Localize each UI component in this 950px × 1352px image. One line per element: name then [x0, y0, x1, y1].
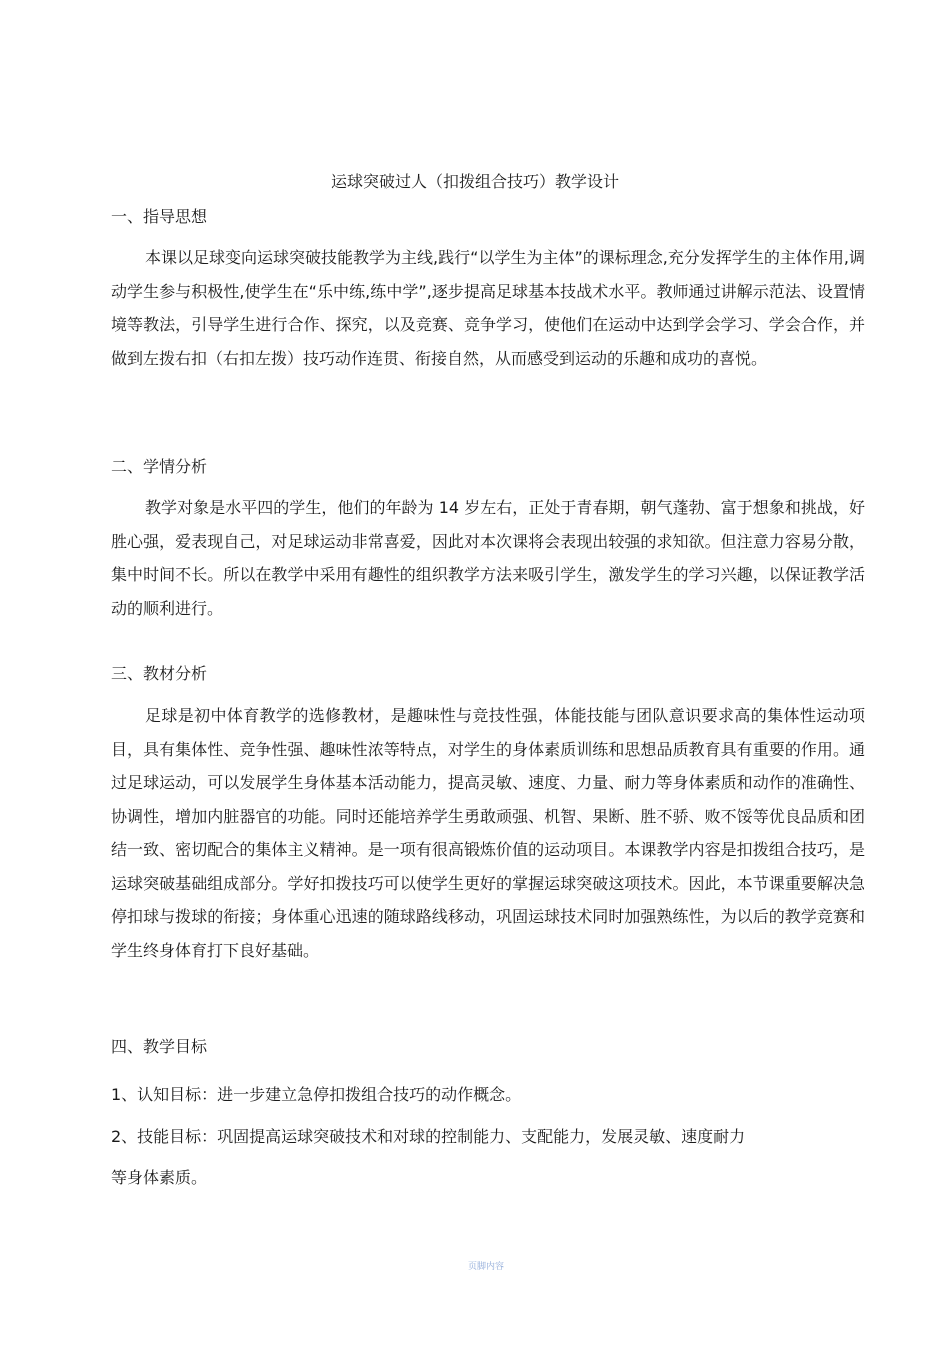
- section-body-guiding-ideology: 本课以足球变向运球突破技能教学为主线,践行“以学生为主体”的课标理念,充分发挥学生的主体作用,调动学生参与积极性,使学生在“乐中练,练中学”,逐步提高足球基本技战术水平。教师通过讲解示范法、设置情境等教法，引导学生进行合作、探究，以及竞赛、竞争学习，使他们在运动中达到学会学习、学会合作，并做到左拨右扣（右扣左拨）技巧动作连贯、衔接自然，从而感受到运动的乐趣和成功的喜悦。: [111, 248, 865, 368]
- document-title: 运球突破过人（扣拨组合技巧）教学设计: [330, 172, 619, 191]
- objective-item-skill-continued: 等身体素质。: [111, 1168, 208, 1187]
- objective-item-skill: 2、技能目标：巩固提高运球突破技术和对球的控制能力、支配能力，发展灵敏、速度耐力: [111, 1127, 746, 1146]
- section-heading-material-analysis: 三、教材分析: [111, 664, 208, 683]
- section-heading-guiding-ideology: 一、指导思想: [111, 207, 208, 226]
- section-body-student-analysis: 教学对象是水平四的学生，他们的年龄为 14 岁左右，正处于青春期，朝气蓬勃、富于想象和挑战，好胜心强，爱表现自己，对足球运动非常喜爱，因此对本次课将会表现出较强的求知欲。但注意力容易分散，集中时间不长。所以在教学中采用有趣性的组织教学方法来吸引学生，激发学生的学习兴趣，以保证教学活动的顺利进行。: [111, 498, 865, 618]
- page-footer: 页脚内容: [468, 1262, 505, 1272]
- section-heading-teaching-objectives: 四、教学目标: [111, 1037, 208, 1056]
- objective-item-cognitive: 1、认知目标：进一步建立急停扣拨组合技巧的动作概念。: [111, 1085, 522, 1104]
- section-heading-student-analysis: 二、学情分析: [111, 457, 208, 476]
- section-body-material-analysis: 足球是初中体育教学的选修教材，是趣味性与竞技性强，体能技能与团队意识要求高的集体性运动项目，具有集体性、竞争性强、趣味性浓等特点，对学生的身体素质训练和思想品质教育具有重要的作用。通过足球运动，可以发展学生身体基本活动能力，提高灵敏、速度、力量、耐力等身体素质和动作的准确性、协调性，增加内脏器官的功能。同时还能培养学生勇敢顽强、机智、果断、胜不骄、败不馁等优良品质和团结一致、密切配合的集体主义精神。是一项有很高锻炼价值的运动项目。本课教学内容是扣拨组合技巧，是运球突破基础组成部分。学好扣拨技巧可以使学生更好的掌握运球突破这项技术。因此，本节课重要解决急停扣球与拨球的衔接；身体重心迅速的随球路线移动，巩固运球技术同时加强熟练性，为以后的教学竞赛和学生终身体育打下良好基础。: [111, 706, 865, 960]
